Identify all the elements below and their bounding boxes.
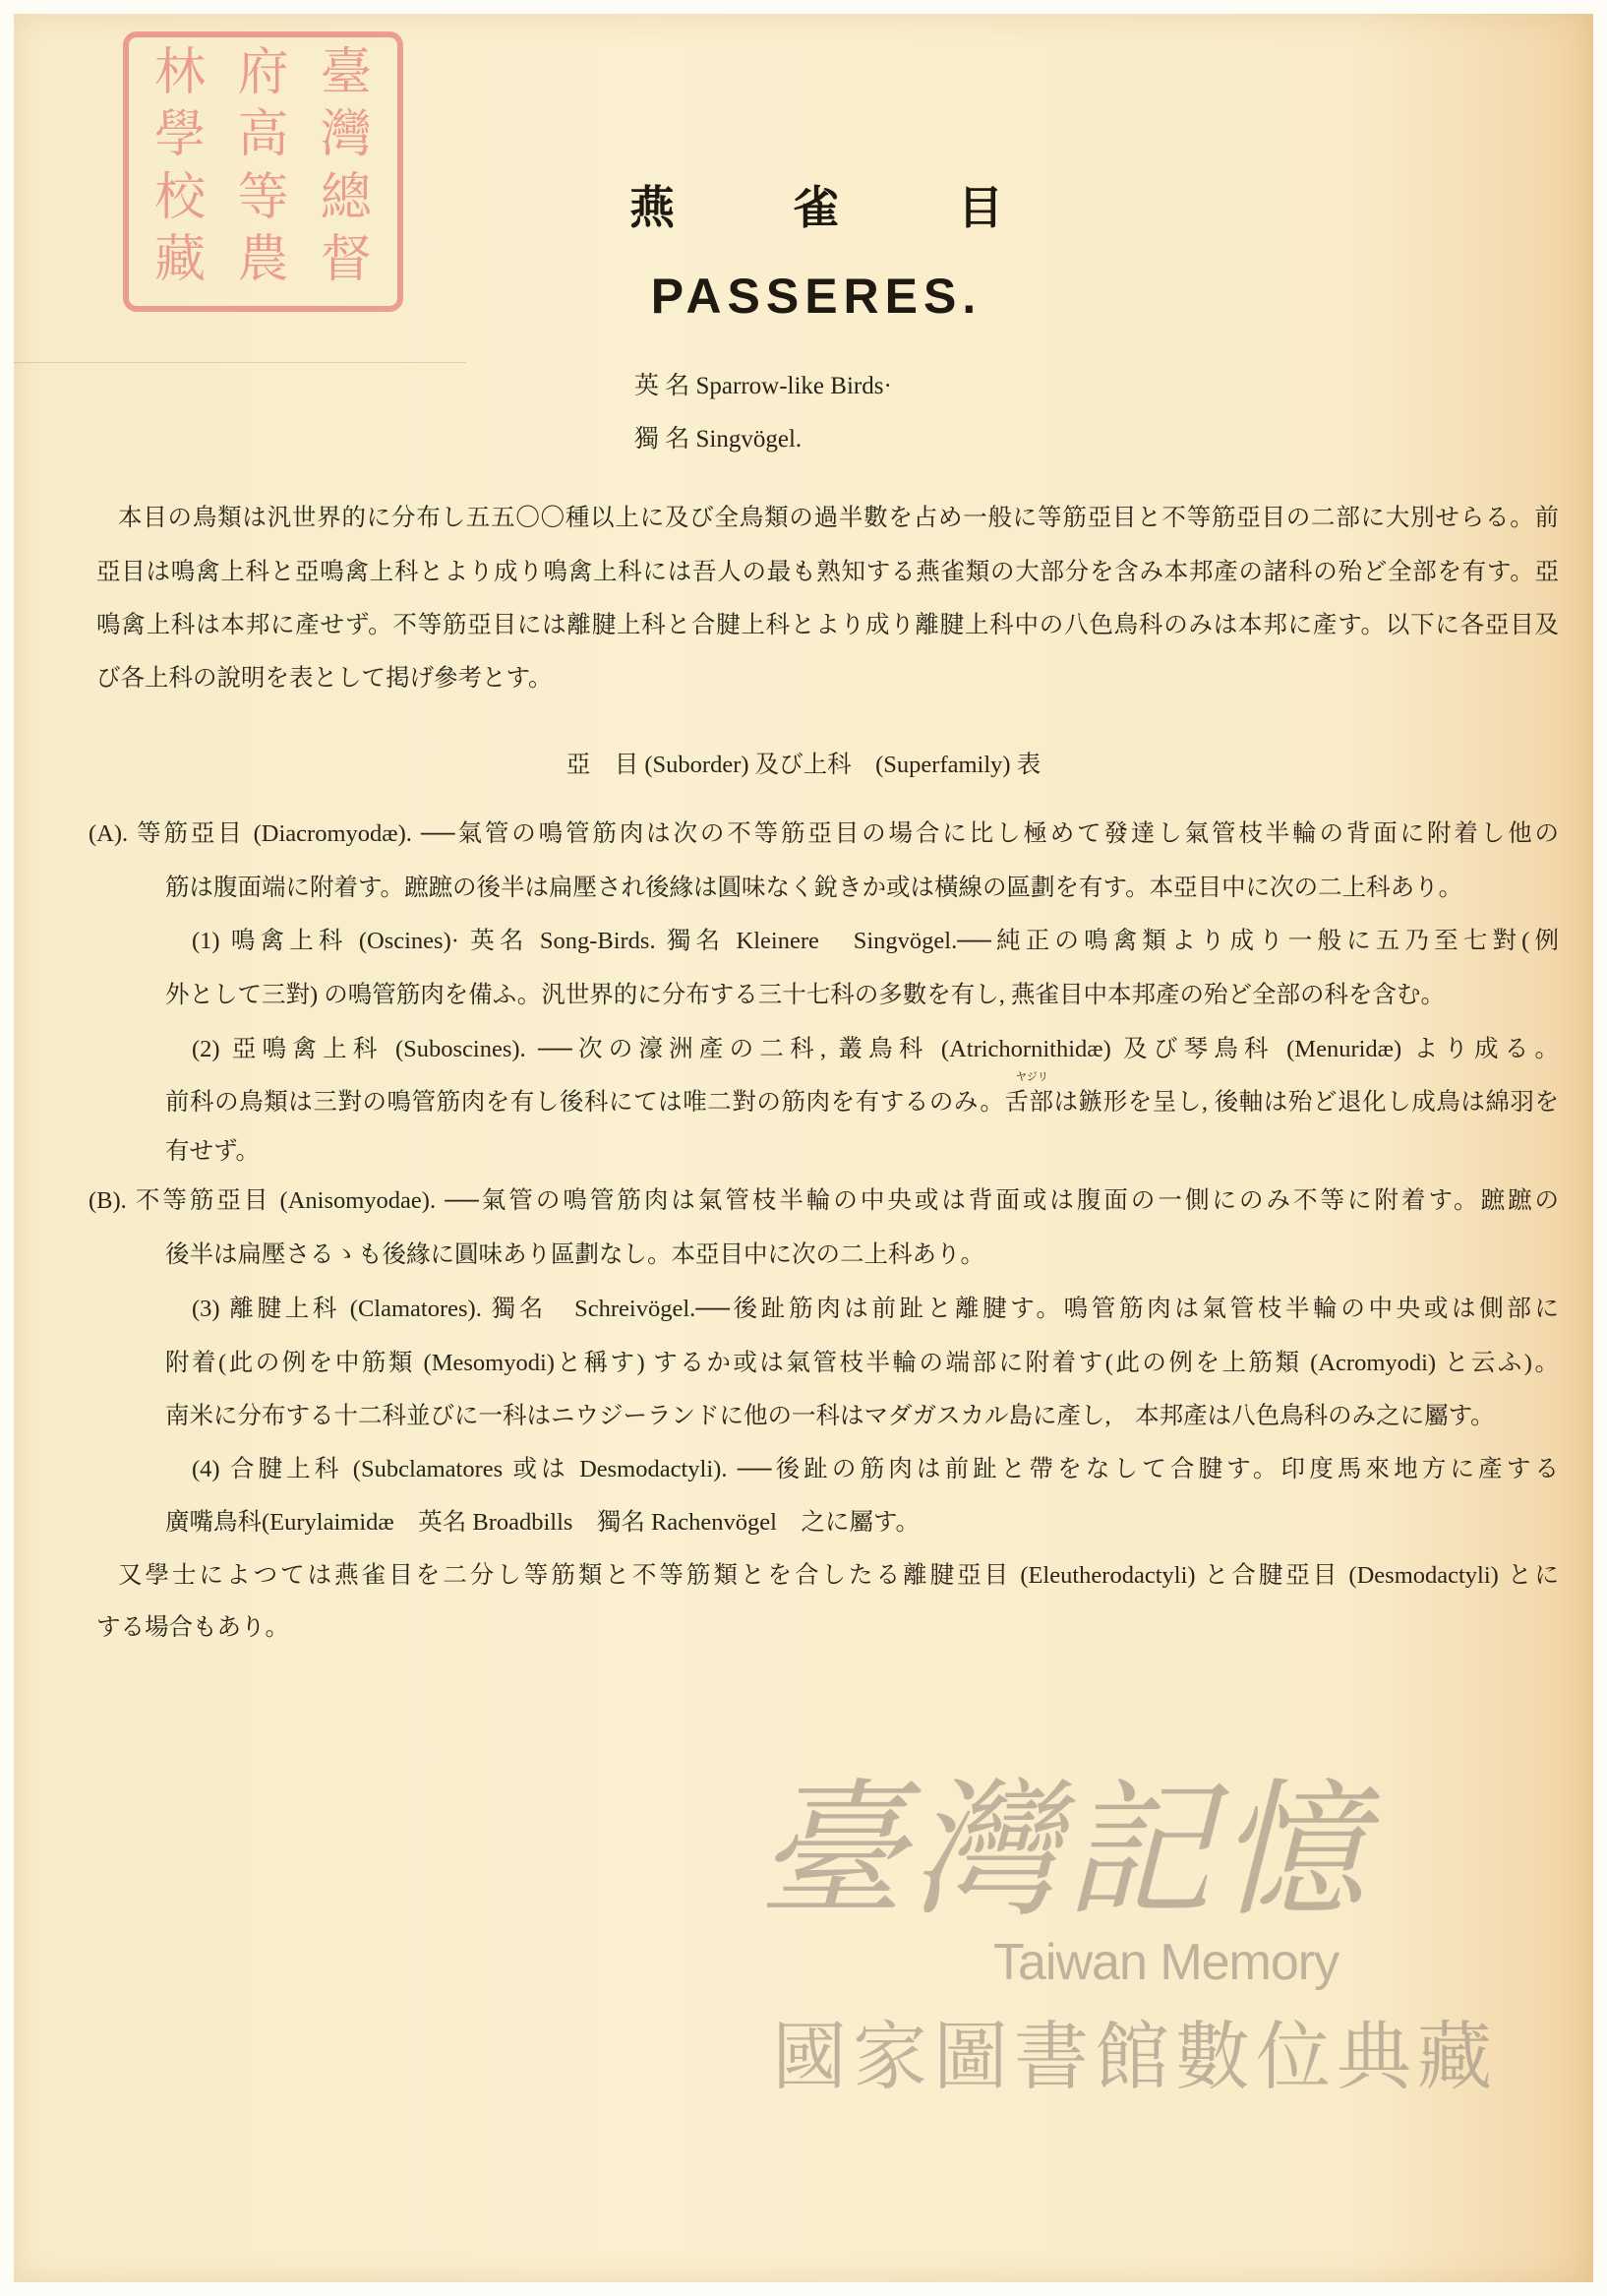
seal-glyph: 督 <box>320 229 372 289</box>
section-a-line: 前科の鳥類は三對の鳴管筋肉を有し後科にては唯二對の筋肉を有するのみ。舌部は鏃形を呈し, 後軸は殆ど退化し成鳥は綿羽を <box>165 1089 1559 1116</box>
section-a-line: (1) 鳴禽上科 (Oscines)· 英名 Song-Birds. 獨名 Kleinere Singvögel.──純正の鳴禽類より成り一般に五乃至七對(例 <box>192 928 1559 954</box>
latin-order-name: PASSERES. <box>650 269 982 324</box>
seal-glyph: 農 <box>237 229 289 289</box>
page-title <box>629 172 1003 237</box>
seal-glyph: 學 <box>154 105 207 165</box>
table-heading: 亞 目 (Suborder) 及び上科 (Superfamily) 表 <box>565 752 1042 778</box>
section-a-line: (A). 等筋亞目 (Diacromyodæ). ──氣管の鳴管筋肉は次の不等筋亞目の場合に比し極めて發達し氣管枝半輪の背面に附着し他の <box>89 820 1559 847</box>
fold-line <box>14 362 466 363</box>
intro-line: 本目の鳥類は汎世界的に分布し五五〇〇種以上に及び全鳥類の過半數を占め一般に等筋亞目と不等筋亞目の二部に大別せらる。前 <box>118 505 1559 531</box>
section-b-line: (4) 合腱上科 (Subclamatores 或は Desmodactyli). ──後趾の筋肉は前趾と帶をなして合腱す。印度馬來地方に產する <box>192 1456 1559 1482</box>
seal-glyph: 臺 <box>320 43 372 102</box>
seal-glyph: 等 <box>237 167 289 227</box>
section-b-line: (3) 離腱上科 (Clamatores). 獨名 Schreivögel.──後趾筋肉は前趾と離腱す。鳴管筋肉は氣管枝半輪の中央或は側部に <box>192 1296 1559 1322</box>
title-char: 燕 <box>629 183 675 233</box>
intro-line: 亞目は鳴禽上科と亞鳴禽上科とより成り鳴禽上科には吾人の最も熟知する燕雀類の大部分を含み本邦產の諸科の殆ど全部を有す。亞 <box>96 559 1559 585</box>
german-name: 獨 名 Singvögel. <box>634 426 803 453</box>
seal-glyph: 灣 <box>320 105 372 165</box>
section-a-line: 有せず。 <box>165 1138 261 1165</box>
watermark-english: Taiwan Memory <box>993 1934 1339 1991</box>
title-char: 目 <box>958 183 1003 233</box>
seal-glyph: 校 <box>154 167 207 227</box>
watermark-library: 國家圖書館數位典藏 <box>772 2013 1498 2100</box>
section-a-line: 筋は腹面端に附着す。蹠蹠の後半は扁壓され後緣は圓味なく銳きか或は橫線の區劃を有す。本亞目中に次の二上科あり。 <box>165 875 1463 901</box>
intro-line: 鳴禽上科は本邦に產せず。不等筋亞目には離腱上科と合腱上科とより成り離腱上科中の八色鳥科のみは本邦に產す。以下に各亞目及 <box>96 612 1559 638</box>
watermark-calligraphy: 臺灣記憶 <box>757 1766 1372 1937</box>
library-seal-stamp <box>123 31 403 312</box>
ruby-annotation: ヤジリ <box>1016 1071 1048 1083</box>
section-b-line: 附着(此の例を中筋類 (Mesomyodi)と稱す) するか或は氣管枝半輪の端部に附着す(此の例を上筋類 (Acromyodi) と云ふ)。 <box>165 1350 1559 1376</box>
seal-glyph: 總 <box>320 167 372 227</box>
section-b-line: (B). 不等筋亞目 (Anisomyodae). ──氣管の鳴管筋肉は氣管枝半輪の中央或は背面或は腹面の一側にのみ不等に附着す。蹠蹠の <box>89 1187 1559 1214</box>
english-name: 英 名 Sparrow-like Birds· <box>634 373 892 399</box>
title-char: 雀 <box>794 183 839 233</box>
closing-line: 又學士によつては燕雀目を二分し等筋類と不等筋類とを合したる離腱亞目 (Eleutherodactyli) と合腱亞目 (Desmodactyli) とに <box>118 1562 1559 1589</box>
section-b-line: 南米に分布する十二科並びに一科はニウジーランドに他の一科はマダガスカル島に產し, 本邦產は八色鳥科のみ之に屬す。 <box>165 1403 1495 1429</box>
seal-glyph: 林 <box>154 43 207 102</box>
section-a-line: 外として三對) の鳴管筋肉を備ふ。汎世界的に分布する三十七科の多數を有し, 燕雀目中本邦產の殆ど全部の科を含む。 <box>165 982 1446 1008</box>
section-b-line: 後半は扁壓さるゝも後緣に圓味あり區劃なし。本亞目中に次の二上科あり。 <box>165 1241 984 1268</box>
section-b-line: 廣嘴鳥科(Eurylaimidæ 英名 Broadbills 獨名 Rachenvögel 之に屬す。 <box>165 1509 920 1536</box>
seal-glyph: 府 <box>237 43 289 102</box>
intro-line: び各上科の說明を表として掲げ參考とす。 <box>96 665 553 692</box>
section-a-line: (2) 亞鳴禽上科 (Suboscines). ──次の濠洲產の二科, 叢鳥科 (Atrichornithidæ) 及び琴鳥科 (Menuridæ) より成る。 <box>192 1036 1559 1062</box>
seal-glyph: 藏 <box>154 229 207 289</box>
closing-line: する場合もあり。 <box>96 1614 289 1641</box>
seal-glyph: 高 <box>237 105 289 165</box>
